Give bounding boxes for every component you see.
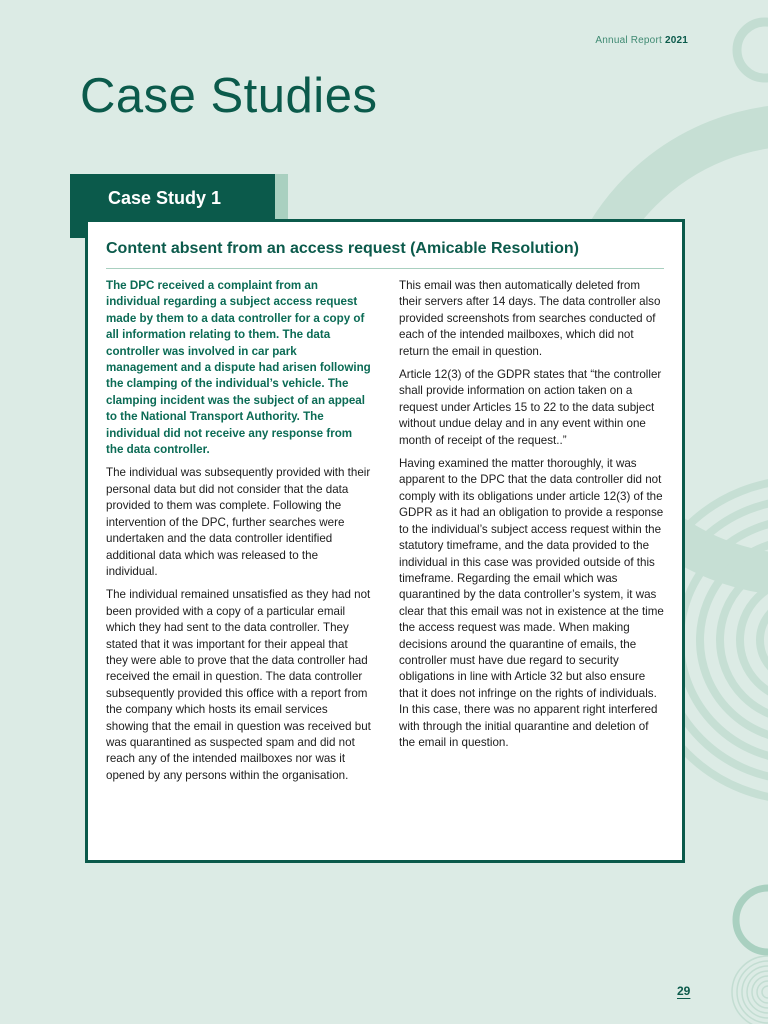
- body-paragraph: This email was then automatically deleted from their servers after 14 days. The data controller also provided screenshots from searches conducted of each of the intended mailboxes, which did not return the email in question.: [399, 279, 661, 358]
- body-paragraph: The individual remained unsatisfied as they had not been provided with a copy of a particular email which they had sent to the data controller. They stated that it was important for their appeal that they were able to prove that the data controller had received the email in question. The data controller subsequently provided this office with a report from the company which hosts its email services showing that the email in question was received but was quarantined as suspected spam and did not reach any of the intended mailboxes nor was it opened by any persons within the organisation.: [106, 588, 371, 782]
- body-paragraph: The individual was subsequently provided with their personal data but did not consider that the data provided to them was complete. Following the intervention of the DPC, further searches were undertaken and the data controller identified additional data which was released to the individual.: [106, 466, 371, 578]
- lead-paragraph: The DPC received a complaint from an individual regarding a subject access request made by them to a data controller for a copy of all information relating to them. The data controller was involved in car park management and a dispute had arisen following the clamping of the individual’s vehicle. The clamping incident was the subject of an appeal to the National Transport Authority. The individual did not receive any response from the data controller.: [106, 279, 371, 457]
- case-study-body: [106, 278, 664, 791]
- page-title: Case Studies: [80, 69, 378, 123]
- left-column: [106, 278, 371, 791]
- case-study-card: [85, 219, 685, 863]
- report-year: 2021: [664, 35, 688, 46]
- right-column: [399, 278, 664, 791]
- case-study-tab: Case Study 1: [70, 174, 275, 238]
- body-paragraph: Article 12(3) of the GDPR states that “the controller shall provide information on action taken on a request under Articles 15 to 22 to the data subject without undue delay and in any event within one month of receipt of the request..”: [399, 368, 662, 447]
- report-header: [595, 35, 688, 46]
- body-paragraph: Having examined the matter thoroughly, it was apparent to the DPC that the data controller did not comply with its obligations under article 12(3) of the GDPR as it had an obligation to provide a response to the individual’s subject access request within the statutory timeframe, and the data provided to the individual in this case was provided outside of this timeframe. Regarding the email which was quarantined by the data controller’s system, it was clear that this email was not in existence at the time the access request was made. When making decisions around the quarantine of emails, the controller must have due regard to security obligations in line with Article 32 but also ensure that it does not infringe on the rights of individuals. In this case, there was no apparent right interfered with through the initial quarantine and deletion of the email in question.: [399, 457, 664, 749]
- page-number: 29: [677, 984, 691, 998]
- report-label: Annual Report: [595, 35, 662, 46]
- case-study-title: Content absent from an access request (Amicable Resolution): [106, 240, 664, 269]
